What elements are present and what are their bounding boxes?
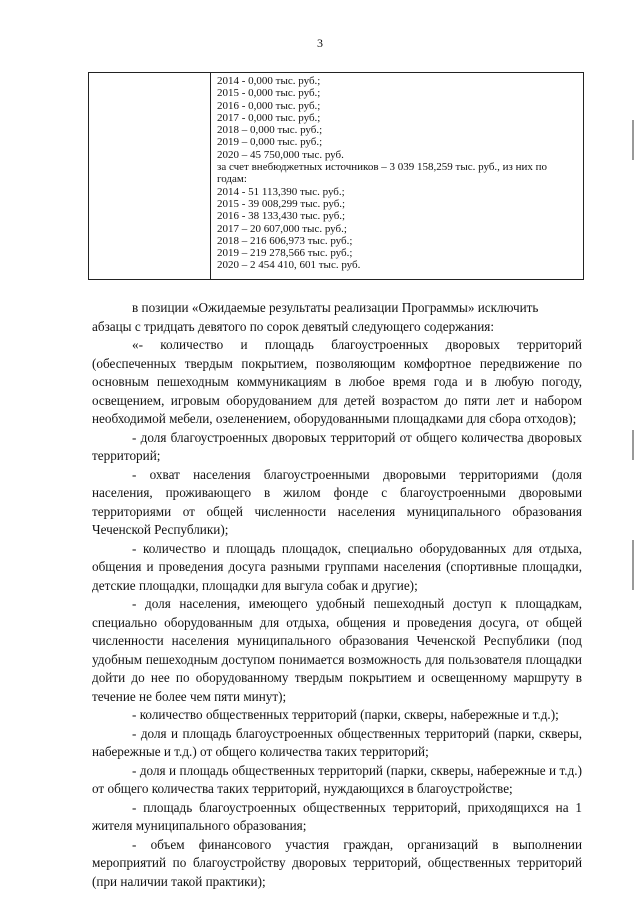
paragraph: «- количество и площадь благоустроенных дворовых территорий (обеспеченных твердым покрытием, позволяющим комфортное передвижение по основным пешеходным коммуникациям в любое время года и в любую погоду, освещением, игровым оборудованием для детей возрастом до пяти лет и набором необходимой мебели, озеленением, оборудованными площадками для сбора отходов); xyxy=(92,337,582,426)
table-line: 2018 – 0,000 тыс. руб.; xyxy=(217,124,323,137)
scan-edge-mark xyxy=(632,120,634,160)
paragraph: - количество и площадь площадок, специально оборудованных для отдыха, общения и проведения досуга разными группами населения (спортивные площадки, детские площадки, площадки для выгула собак и другие); xyxy=(92,540,582,593)
paragraph: - охват населения благоустроенными дворовыми территориями (доля населения, проживающего в жилом фонде с благоустроенными дворовыми территориями от общей численности населения муниципального образования Чеченской Республики); xyxy=(92,466,582,537)
paragraph: - объем финансового участия граждан, организаций в выполнении мероприятий по благоустройству дворовых территорий, общественных территорий (при наличии такой практики); xyxy=(92,836,582,889)
page-number: 3 xyxy=(317,36,323,50)
paragraph: - доля и площадь благоустроенных общественных территорий (парки, скверы, набережные и т.д.) от общего количества таких территорий; xyxy=(92,725,582,759)
table-line: 2014 - 0,000 тыс. руб.; xyxy=(217,75,321,87)
table-line: 2016 - 38 133,430 тыс. руб.; xyxy=(217,210,346,223)
table-line: 2020 – 2 454 410, 601 тыс. руб. xyxy=(217,259,361,272)
table-line: за счет внебюджетных источников – 3 039 158,259 тыс. руб., из них по годам: xyxy=(217,161,548,186)
table-left-cell xyxy=(89,73,211,279)
table-line: 2020 – 45 750,000 тыс. руб. xyxy=(217,148,344,161)
table-line: 2015 - 0,000 тыс. руб.; xyxy=(217,87,321,100)
table-line: 2018 – 216 606,973 тыс. руб.; xyxy=(217,234,353,247)
scan-edge-mark xyxy=(632,430,634,460)
table-line: 2019 – 0,000 тыс. руб.; xyxy=(217,136,323,149)
table-right-cell xyxy=(211,73,583,279)
funding-table xyxy=(88,72,584,280)
paragraph: - площадь благоустроенных общественных территорий, приходящихся на 1 жителя муниципального образования; xyxy=(92,799,582,833)
paragraph: - доля благоустроенных дворовых территорий от общего количества дворовых территорий; xyxy=(92,429,582,463)
paragraph: - доля населения, имеющего удобный пешеходный доступ к площадкам, специально оборудованным для отдыха, общения и проведения досуга, от общей численности населения муниципального образования Чеченской Республики (под удобным пешеходным доступом понимается возможность для пользователя площадки дойти до нее по оборудованному твердым покрытием и освещенному маршруту в течение не более чем пяти минут); xyxy=(92,596,582,704)
paragraph: - количество общественных территорий (парки, скверы, набережные и т.д.); xyxy=(132,707,559,722)
table-line: 2014 - 51 113,390 тыс. руб.; xyxy=(217,185,345,198)
scan-edge-mark xyxy=(632,540,634,590)
table-line: 2015 - 39 008,299 тыс. руб.; xyxy=(217,197,346,210)
paragraph: абзацы с тридцать девятого по сорок девятый следующего содержания: xyxy=(92,318,494,334)
table-line: 2016 - 0,000 тыс. руб.; xyxy=(217,99,321,112)
table-line: 2017 – 20 607,000 тыс. руб.; xyxy=(217,222,347,235)
paragraph: - доля и площадь общественных территорий (парки, скверы, набережные и т.д.) от общего количества таких территорий, нуждающихся в благоустройстве; xyxy=(92,762,582,796)
body-text xyxy=(92,299,582,891)
table-line: 2017 - 0,000 тыс. руб.; xyxy=(217,111,321,124)
paragraph: в позиции «Ожидаемые результаты реализации Программы» исключить xyxy=(132,300,539,315)
table-line: 2019 – 219 278,566 тыс. руб.; xyxy=(217,247,353,260)
